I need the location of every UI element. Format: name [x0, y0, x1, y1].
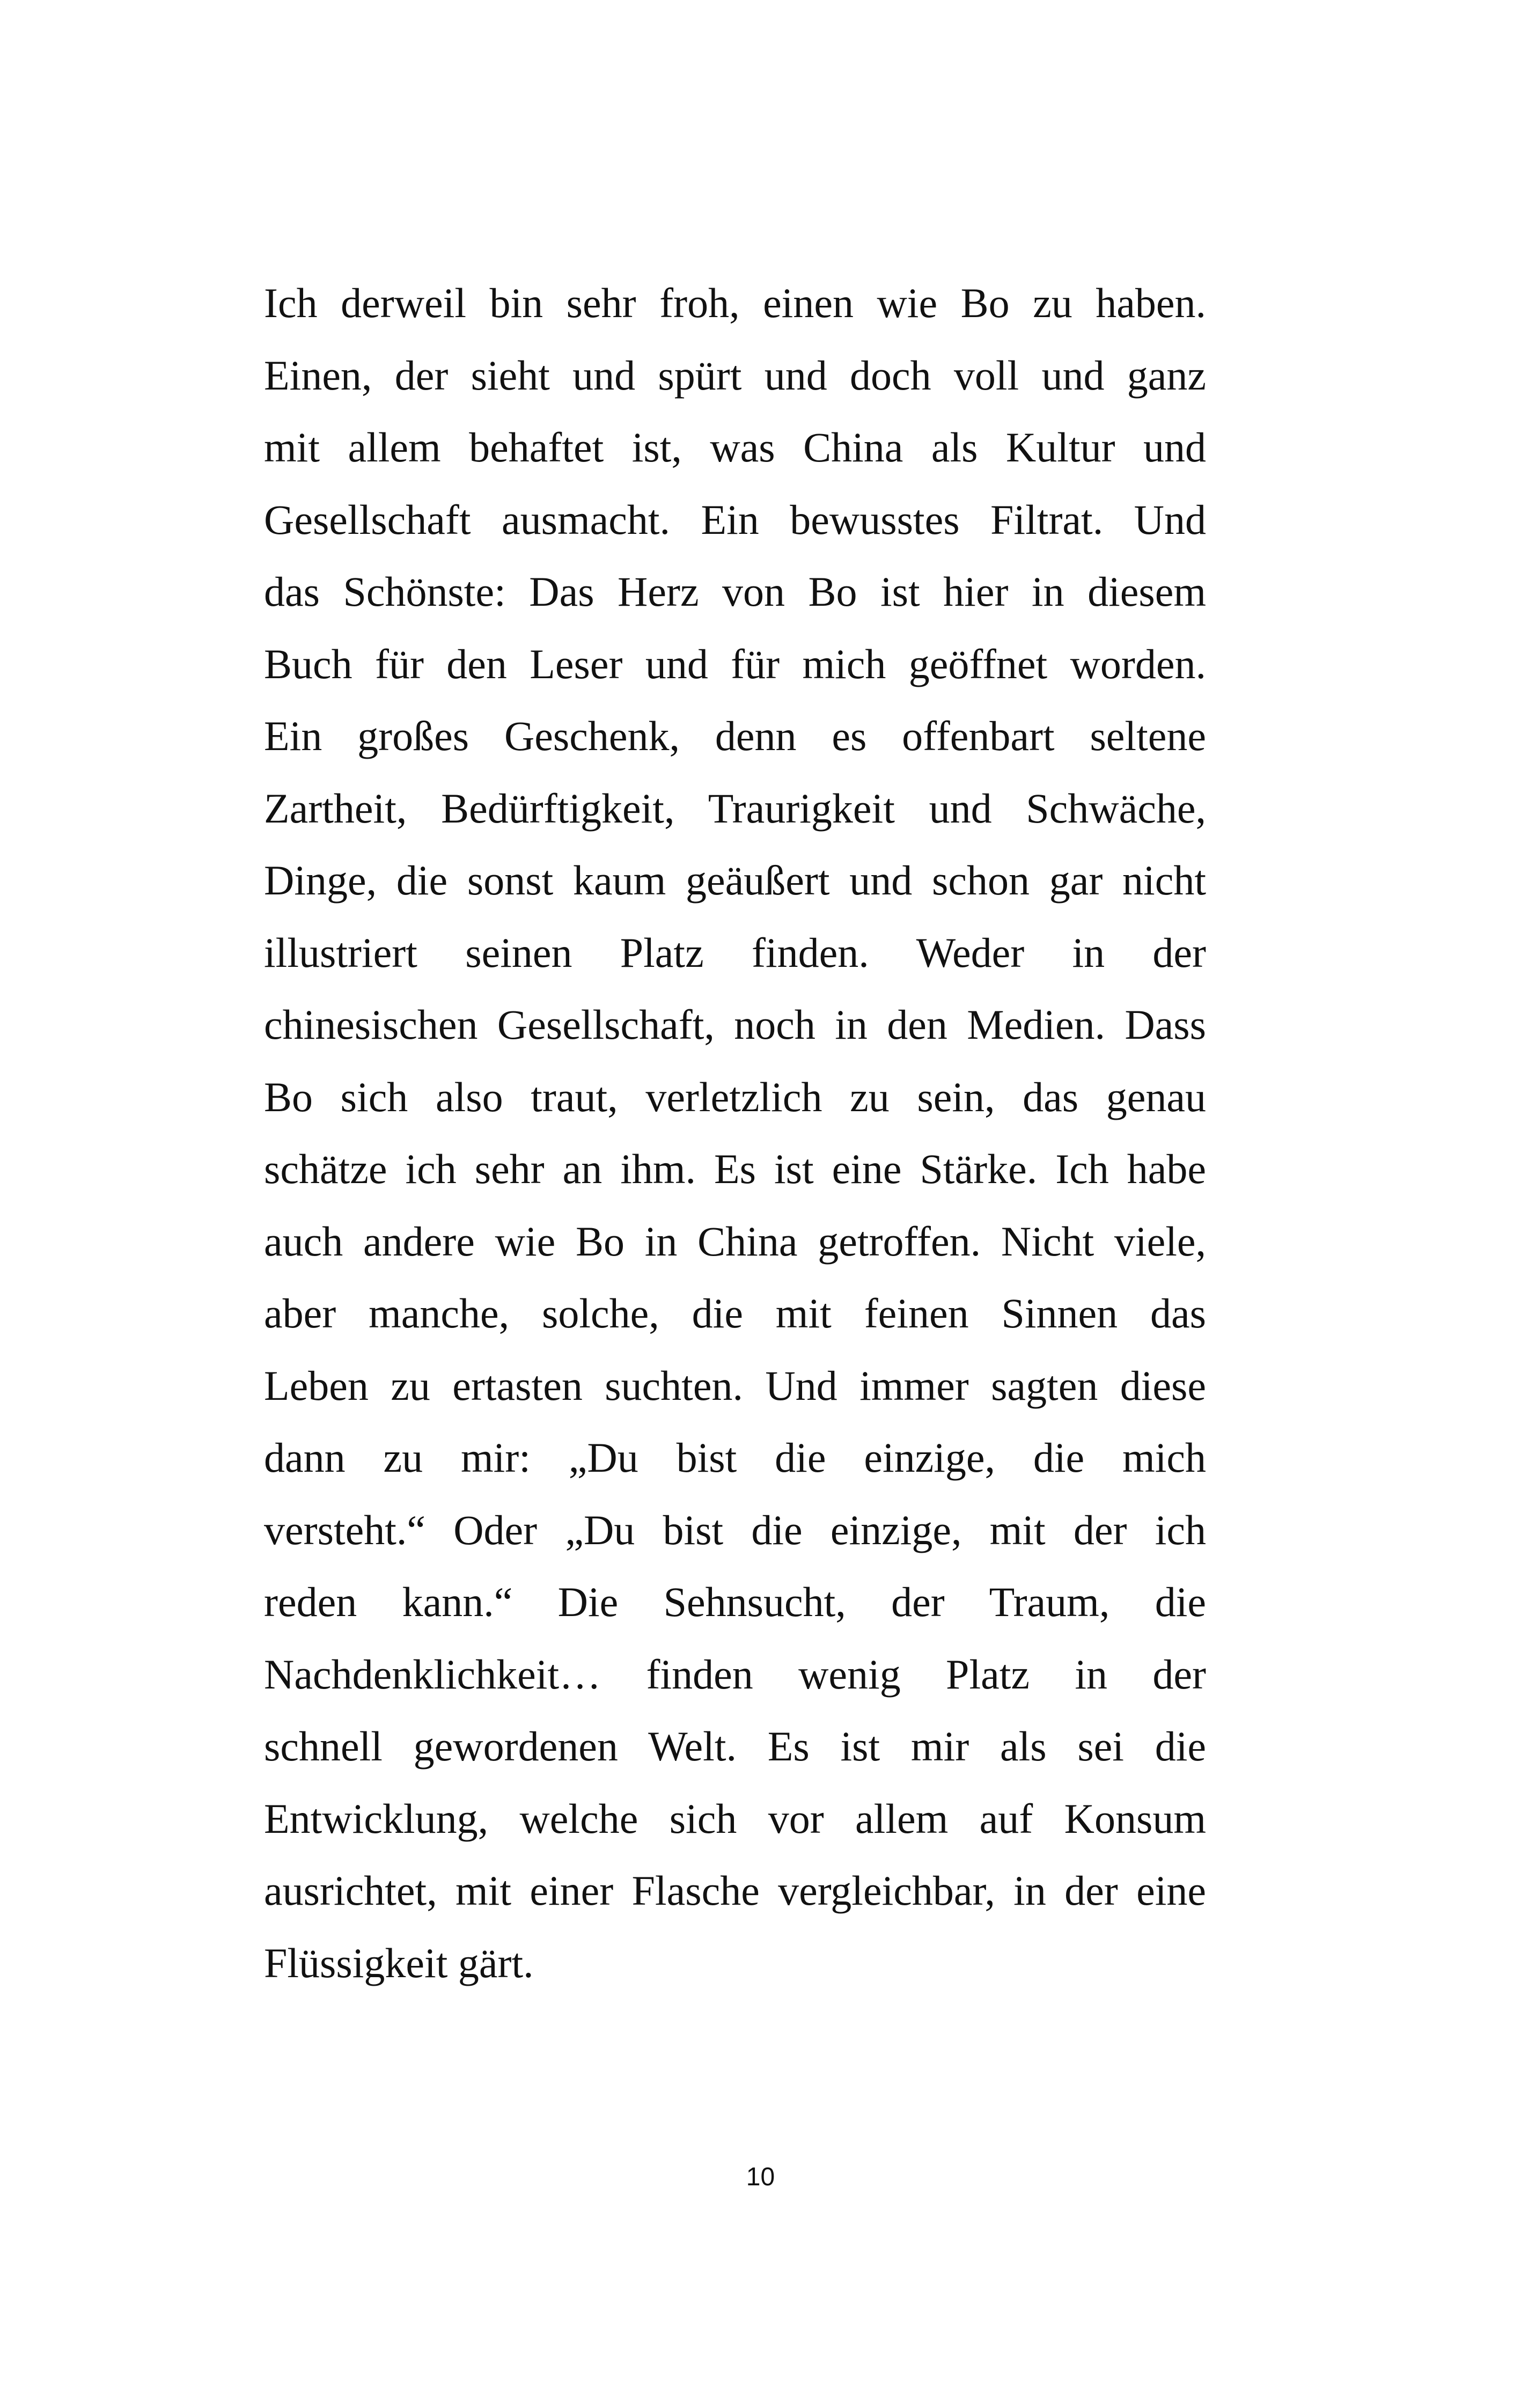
text-line: Nachdenklichkeit… finden wenig Platz in der	[264, 1650, 1206, 1698]
text-line: chinesischen Gesellschaft, noch in den Medien. Dass	[264, 1001, 1206, 1048]
text-line: reden kann.“ Die Sehnsucht, der Traum, die	[264, 1579, 1206, 1625]
text-line: illustriert seinen Platz finden. Weder in der	[264, 929, 1206, 976]
page-number: 10	[746, 2163, 775, 2191]
text-line: Ich derweil bin sehr froh, einen wie Bo zu haben.	[264, 280, 1206, 326]
text-line: auch andere wie Bo in China getroffen. Nicht viele,	[264, 1217, 1206, 1265]
text-line: Zartheit, Bedürftigkeit, Traurigkeit und Schwäche,	[264, 784, 1206, 832]
text-line: schätze ich sehr an ihm. Es ist eine Stärke. Ich habe	[264, 1146, 1206, 1192]
text-line: Ein großes Geschenk, denn es offenbart seltene	[264, 713, 1206, 759]
text-line: Bo sich also traut, verletzlich zu sein, das genau	[264, 1073, 1206, 1120]
text-line: Einen, der sieht und spürt und doch voll und ganz	[264, 351, 1206, 399]
text-line: Dinge, die sonst kaum geäußert und schon gar nicht	[264, 857, 1206, 904]
text-line: Buch für den Leser und für mich geöffnet worden.	[264, 640, 1206, 687]
text-line: mit allem behaftet ist, was China als Kultur und	[264, 424, 1206, 471]
text-line-last: Flüssigkeit gärt.	[264, 1939, 534, 1986]
text-line: aber manche, solche, die mit feinen Sinnen das	[264, 1290, 1206, 1337]
body-text	[264, 267, 1206, 1999]
text-line: Leben zu ertasten suchten. Und immer sagten diese	[264, 1362, 1206, 1409]
text-line: ausrichtet, mit einer Flasche vergleichbar, in der eine	[264, 1867, 1206, 1914]
text-line: versteht.“ Oder „Du bist die einzige, mit der ich	[264, 1506, 1206, 1553]
text-line: schnell gewordenen Welt. Es ist mir als sei die	[264, 1723, 1206, 1770]
text-line: dann zu mir: „Du bist die einzige, die mich	[264, 1434, 1206, 1481]
text-line: Gesellschaft ausmacht. Ein bewusstes Filtrat. Und	[264, 496, 1206, 543]
text-line: das Schönste: Das Herz von Bo ist hier in diesem	[264, 568, 1206, 615]
text-line: Entwicklung, welche sich vor allem auf Konsum	[264, 1795, 1206, 1842]
